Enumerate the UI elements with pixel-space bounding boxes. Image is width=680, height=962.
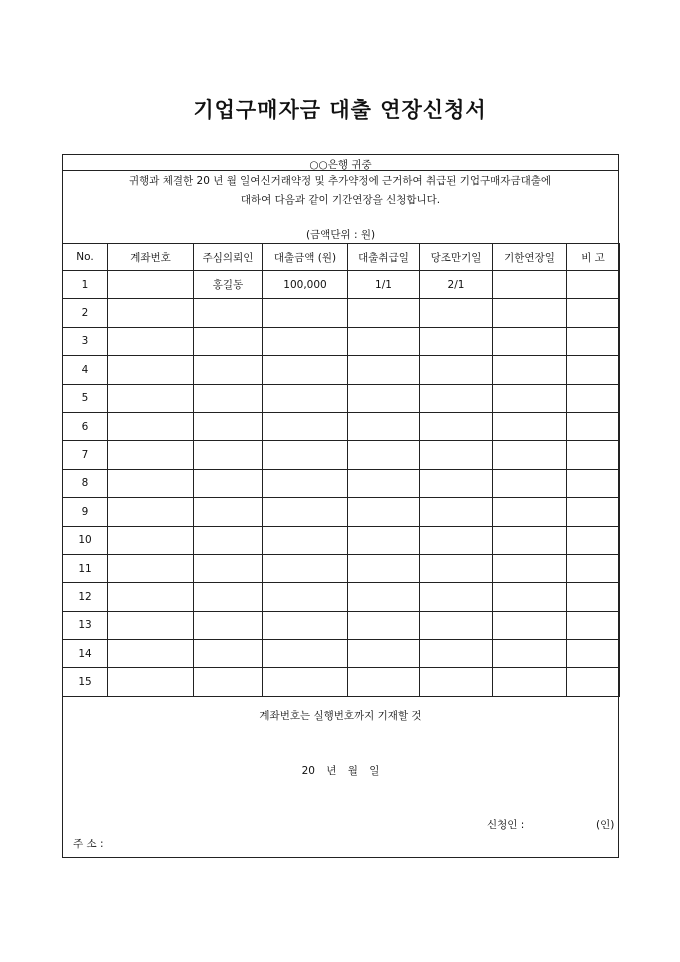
table-cell — [263, 526, 348, 554]
table-cell — [194, 583, 263, 611]
table-cell: 8 — [63, 469, 108, 497]
table-cell — [493, 384, 567, 412]
table-cell — [348, 668, 420, 696]
column-header-maturity: 당조만기일 — [420, 244, 493, 271]
table-cell: 15 — [63, 668, 108, 696]
column-header-extension: 기한연장일 — [493, 244, 567, 271]
table-cell — [567, 441, 620, 469]
table-cell — [493, 583, 567, 611]
table-row — [63, 356, 620, 384]
table-cell — [108, 469, 194, 497]
table-cell — [420, 412, 493, 440]
table-cell — [263, 583, 348, 611]
table-cell — [263, 640, 348, 668]
table-row — [63, 384, 620, 412]
table-cell — [420, 611, 493, 639]
table-cell — [194, 611, 263, 639]
table-cell — [348, 526, 420, 554]
table-cell — [108, 554, 194, 582]
table-cell — [348, 441, 420, 469]
table-cell — [108, 299, 194, 327]
table-cell — [420, 554, 493, 582]
column-header-account: 계좌번호 — [108, 244, 194, 271]
table-cell: 10 — [63, 526, 108, 554]
table-cell: 12 — [63, 583, 108, 611]
table-cell — [263, 469, 348, 497]
table-cell: 1/1 — [348, 271, 420, 299]
table-cell — [108, 384, 194, 412]
table-cell — [493, 611, 567, 639]
table-cell — [420, 441, 493, 469]
table-row — [63, 554, 620, 582]
column-header-loan-date: 대출취급일 — [348, 244, 420, 271]
table-cell — [348, 498, 420, 526]
table-row — [63, 441, 620, 469]
table-cell — [567, 384, 620, 412]
table-cell — [493, 668, 567, 696]
table-cell — [567, 356, 620, 384]
table-cell — [348, 356, 420, 384]
table-cell — [108, 668, 194, 696]
table-cell — [420, 583, 493, 611]
table-cell: 2/1 — [420, 271, 493, 299]
table-cell — [493, 412, 567, 440]
column-header-amount: 대출금액 (원) — [263, 244, 348, 271]
seal-label: (인) — [596, 819, 615, 831]
table-cell — [567, 526, 620, 554]
table-cell — [493, 271, 567, 299]
table-row — [63, 640, 620, 668]
table-cell — [420, 327, 493, 355]
table-cell — [420, 526, 493, 554]
table-cell — [420, 498, 493, 526]
table-cell — [263, 356, 348, 384]
table-cell — [567, 668, 620, 696]
table-cell — [108, 583, 194, 611]
table-cell — [194, 640, 263, 668]
footer-note: 계좌번호는 실행번호까지 기재할 것 — [259, 710, 422, 722]
table-cell: 13 — [63, 611, 108, 639]
table-row — [63, 583, 620, 611]
table-row — [63, 611, 620, 639]
table-cell — [108, 526, 194, 554]
column-header-no: No. — [63, 244, 108, 271]
table-cell: 7 — [63, 441, 108, 469]
table-row — [63, 299, 620, 327]
table-row — [63, 271, 620, 299]
table-cell: 11 — [63, 554, 108, 582]
table-cell — [108, 611, 194, 639]
table-row — [63, 498, 620, 526]
body-text-line-2: 대하여 다음과 같이 기간연장을 신청합니다. — [240, 194, 441, 206]
table-cell — [194, 384, 263, 412]
table-cell — [348, 384, 420, 412]
table-cell — [420, 299, 493, 327]
table-cell — [348, 611, 420, 639]
table-cell — [108, 498, 194, 526]
table-cell — [194, 356, 263, 384]
table-header-row — [63, 244, 620, 271]
table-row — [63, 327, 620, 355]
document-title: 기업구매자금 대출 연장신청서 — [193, 98, 487, 122]
table-cell: 4 — [63, 356, 108, 384]
table-cell — [194, 327, 263, 355]
table-cell — [567, 327, 620, 355]
table-cell — [108, 327, 194, 355]
column-header-client: 주심의뢰인 — [194, 244, 263, 271]
date-line: 20 년 월 일 — [301, 765, 380, 777]
table-cell — [194, 526, 263, 554]
table-cell — [420, 384, 493, 412]
table-cell: 홍길동 — [194, 271, 263, 299]
table-cell — [348, 640, 420, 668]
table-cell — [567, 640, 620, 668]
table-row — [63, 469, 620, 497]
table-cell — [263, 611, 348, 639]
body-text-line-1: 귀행과 체결한 20 년 월 일여신거래약정 및 추가약정에 근거하여 취급된 기업구매자금대출에 — [128, 175, 552, 187]
table-cell — [263, 299, 348, 327]
table-cell — [194, 299, 263, 327]
table-cell — [263, 441, 348, 469]
table-cell — [567, 469, 620, 497]
table-cell — [493, 441, 567, 469]
table-cell — [263, 327, 348, 355]
table-cell — [108, 441, 194, 469]
table-cell — [194, 498, 263, 526]
address-label: 주 소 : — [73, 838, 104, 850]
table-cell — [263, 384, 348, 412]
divider — [63, 170, 618, 171]
table-cell — [493, 327, 567, 355]
table-cell — [348, 583, 420, 611]
table-cell: 6 — [63, 412, 108, 440]
table-cell — [420, 469, 493, 497]
table-cell — [108, 271, 194, 299]
table-cell — [493, 498, 567, 526]
table-cell — [567, 412, 620, 440]
addressee: ○○은행 귀중 — [309, 159, 372, 171]
table-cell — [263, 554, 348, 582]
application-form — [62, 154, 619, 858]
table-row — [63, 668, 620, 696]
table-cell — [420, 668, 493, 696]
table-cell: 1 — [63, 271, 108, 299]
table-cell — [263, 498, 348, 526]
table-cell — [567, 554, 620, 582]
table-cell — [567, 611, 620, 639]
table-row — [63, 526, 620, 554]
table-cell: 100,000 — [263, 271, 348, 299]
table-cell — [493, 554, 567, 582]
table-cell — [263, 412, 348, 440]
table-cell — [194, 441, 263, 469]
table-cell — [493, 640, 567, 668]
table-cell — [567, 498, 620, 526]
table-cell — [108, 412, 194, 440]
table-cell: 9 — [63, 498, 108, 526]
loan-table — [62, 243, 620, 697]
table-cell — [194, 554, 263, 582]
table-body — [63, 271, 620, 697]
table-cell: 3 — [63, 327, 108, 355]
table-row — [63, 412, 620, 440]
table-cell — [567, 271, 620, 299]
table-cell — [348, 412, 420, 440]
table-cell — [348, 327, 420, 355]
table-cell: 14 — [63, 640, 108, 668]
table-cell — [194, 469, 263, 497]
table-cell — [567, 583, 620, 611]
table-cell — [108, 640, 194, 668]
table-cell — [194, 668, 263, 696]
table-cell — [263, 668, 348, 696]
table-cell — [348, 469, 420, 497]
table-cell — [348, 554, 420, 582]
table-cell: 5 — [63, 384, 108, 412]
table-cell — [567, 299, 620, 327]
table-cell — [493, 299, 567, 327]
table-cell: 2 — [63, 299, 108, 327]
table-cell — [194, 412, 263, 440]
amount-unit-note: (금액단위 : 원) — [305, 229, 376, 241]
table-cell — [493, 526, 567, 554]
table-cell — [420, 640, 493, 668]
applicant-label: 신청인 : — [487, 819, 525, 831]
table-cell — [108, 356, 194, 384]
column-header-remarks: 비 고 — [567, 244, 620, 271]
table-cell — [493, 469, 567, 497]
table-cell — [348, 299, 420, 327]
table-cell — [493, 356, 567, 384]
table-cell — [420, 356, 493, 384]
